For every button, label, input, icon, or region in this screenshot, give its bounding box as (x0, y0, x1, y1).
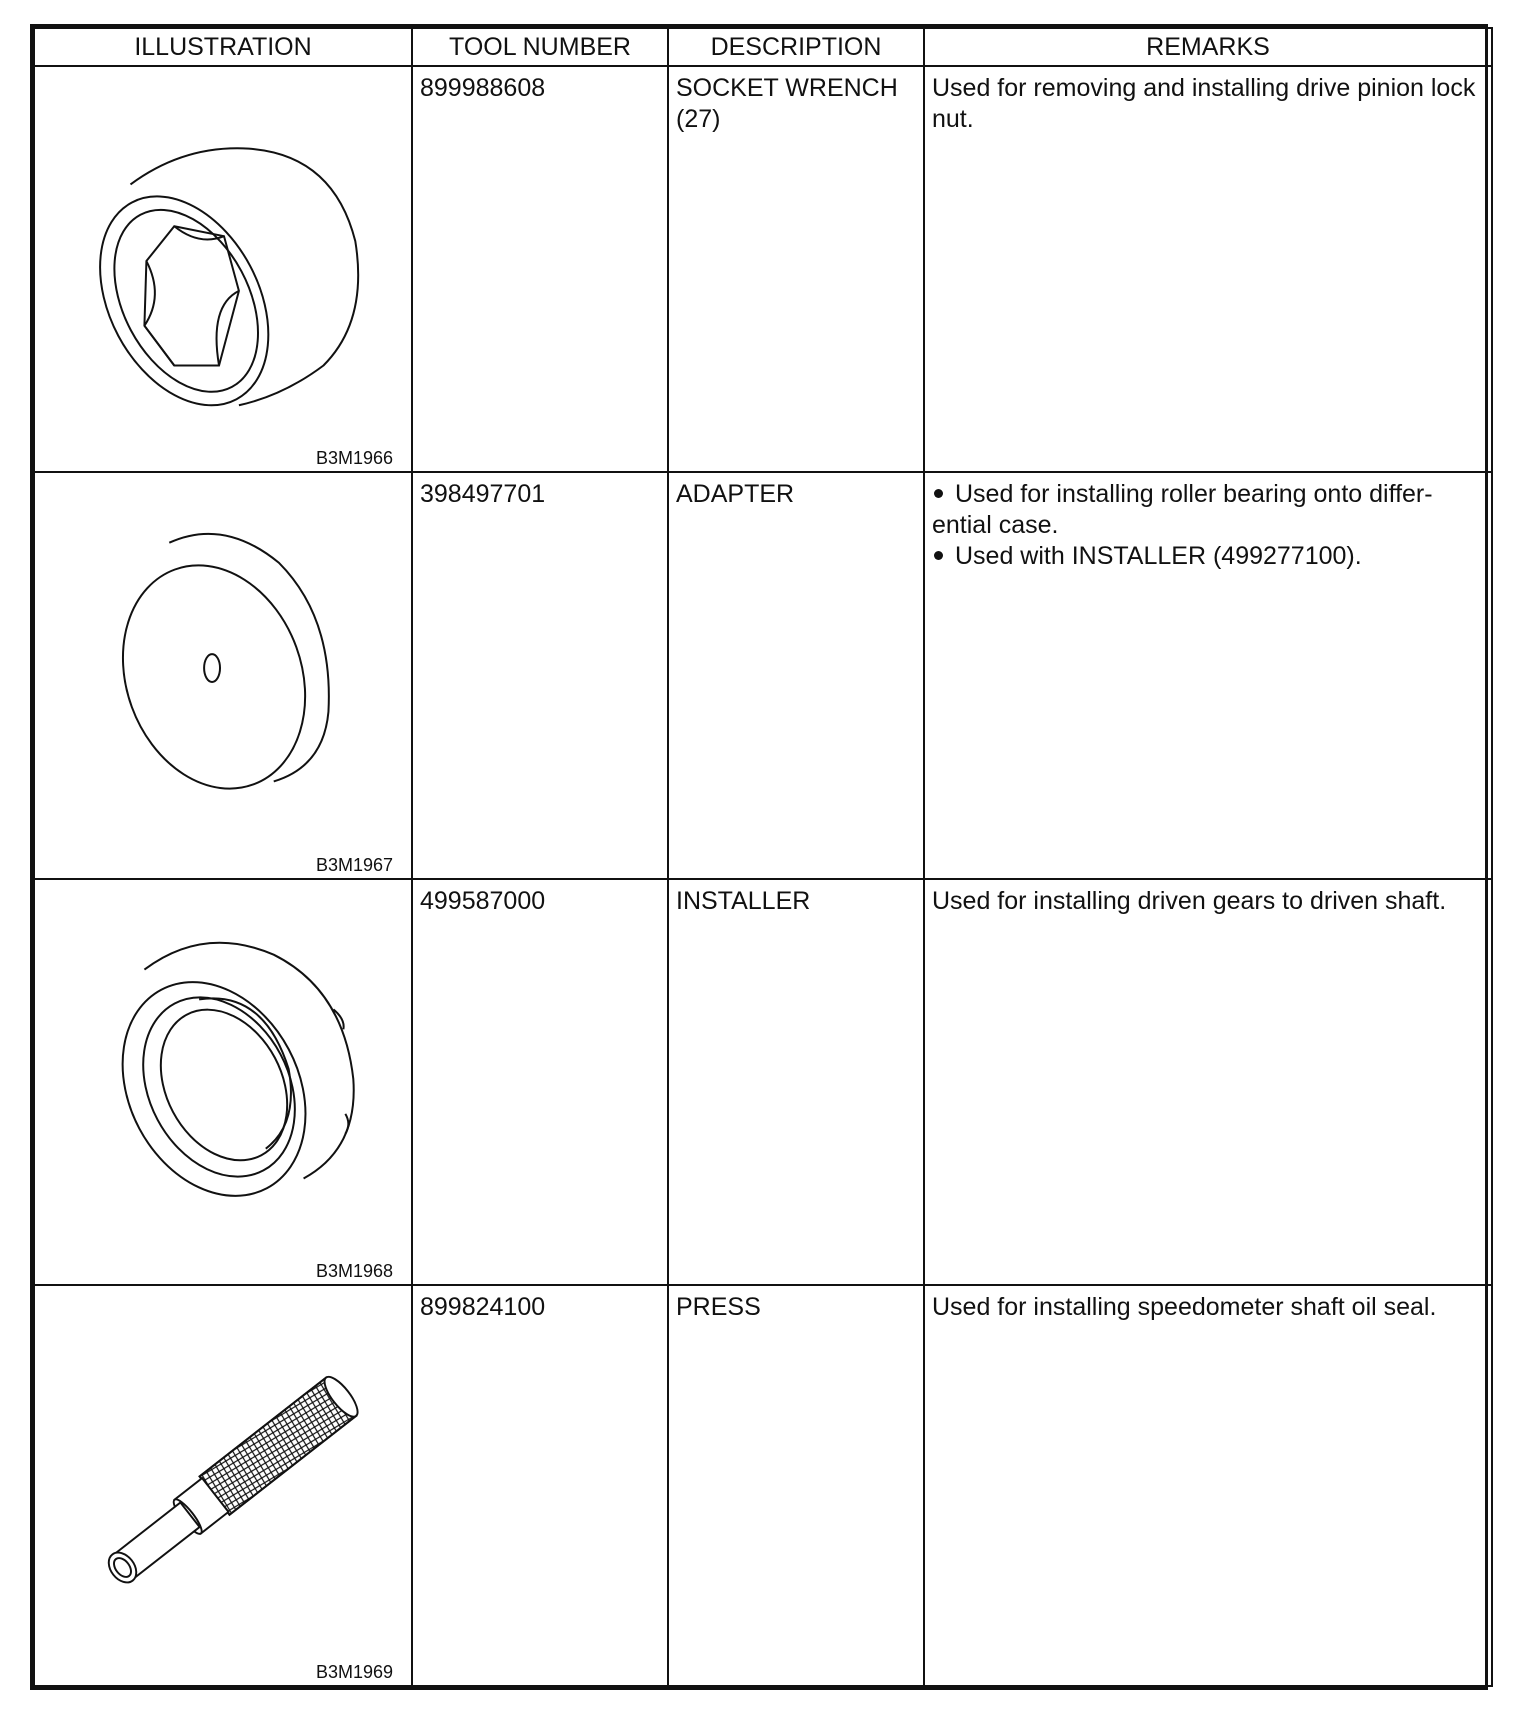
remarks-cell: Used for installing speedometer shaft oil seal. (924, 1285, 1492, 1686)
illustration-cell (34, 472, 412, 879)
bullet-icon (934, 551, 943, 560)
description-cell: SOCKET WRENCH (27) (668, 66, 924, 472)
remarks-cell: Used for removing and installing drive pinion lock nut. (924, 66, 1492, 472)
remarks-cell (924, 472, 1492, 879)
remarks-list (932, 479, 1484, 572)
illustration-cell (34, 1285, 412, 1686)
table-row (34, 879, 1492, 1285)
remark-text: Used for installing roller bearing onto differ-ential case. (932, 480, 1433, 539)
socket-wrench-illustration (35, 67, 411, 471)
table-row (34, 1285, 1492, 1686)
bullet-icon (934, 489, 943, 498)
tool-number-cell: 899824100 (412, 1285, 668, 1686)
table-row (34, 66, 1492, 472)
tool-number-cell: 398497701 (412, 472, 668, 879)
illustration-code: B3M1967 (315, 855, 393, 875)
illustration-cell (34, 66, 412, 472)
description-cell: PRESS (668, 1285, 924, 1686)
tool-number-cell: 499587000 (412, 879, 668, 1285)
description-cell: ADAPTER (668, 472, 924, 879)
header-remarks: REMARKS (924, 28, 1492, 66)
list-item (932, 479, 1484, 541)
adapter-illustration (35, 473, 411, 878)
header-illustration: ILLUSTRATION (34, 28, 412, 66)
special-tools-table (33, 27, 1493, 1687)
press-illustration (35, 1286, 411, 1685)
illustration-code: B3M1969 (315, 1662, 393, 1682)
description-cell: INSTALLER (668, 879, 924, 1285)
header-tool-number: TOOL NUMBER (412, 28, 668, 66)
header-row (34, 28, 1492, 66)
remarks-cell: Used for installing driven gears to driven shaft. (924, 879, 1492, 1285)
header-description: DESCRIPTION (668, 28, 924, 66)
table-row (34, 472, 1492, 879)
list-item (932, 541, 1484, 572)
remark-text: Used with INSTALLER (499277100). (955, 542, 1362, 570)
installer-illustration (35, 880, 411, 1284)
tool-number-cell: 899988608 (412, 66, 668, 472)
illustration-code: B3M1966 (315, 448, 393, 468)
special-tools-table-frame (30, 24, 1488, 1690)
illustration-cell (34, 879, 412, 1285)
illustration-code: B3M1968 (315, 1261, 393, 1281)
